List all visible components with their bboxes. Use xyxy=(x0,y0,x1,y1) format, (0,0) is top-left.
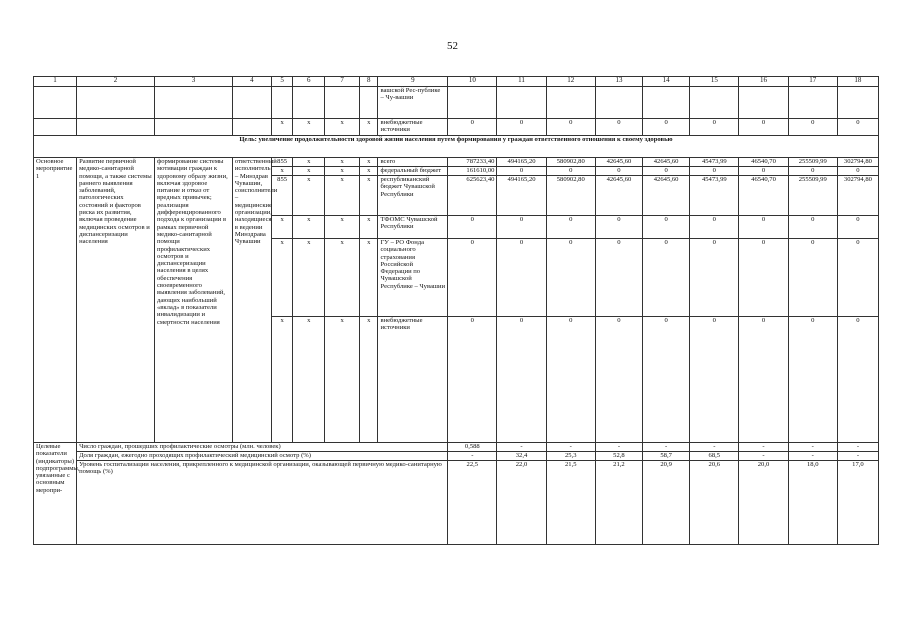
amount-cell: 255509,99 xyxy=(788,176,837,216)
column-number: 18 xyxy=(837,77,878,87)
amount-cell: 45473,99 xyxy=(690,176,739,216)
funding-source: внебюджетные источники xyxy=(378,317,448,443)
amount-cell: 0 xyxy=(448,239,497,317)
budget-code: x xyxy=(325,216,360,239)
indicator-value: - xyxy=(739,443,788,452)
amount-cell: 0 xyxy=(788,167,837,176)
indicator-value: 21,2 xyxy=(595,461,642,545)
amount-cell: 580902,80 xyxy=(546,158,595,167)
amount-cell: 787233,40 xyxy=(448,158,497,167)
amount-cell: 0 xyxy=(497,239,546,317)
budget-code: x xyxy=(360,158,378,167)
target-row xyxy=(34,452,879,461)
budget-code: x xyxy=(271,239,293,317)
amount-cell: 0 xyxy=(739,216,788,239)
empty-cell xyxy=(690,87,739,119)
budget-code: x xyxy=(325,239,360,317)
activity-name: Основное мероприятие 1 xyxy=(34,158,77,443)
budget-code: x xyxy=(360,167,378,176)
budget-code: x xyxy=(293,167,325,176)
page-number: 52 xyxy=(447,40,458,52)
column-number: 12 xyxy=(546,77,595,87)
amount-cell: 494165,20 xyxy=(497,158,546,167)
activity-description: формирование системы мотивации граждан к здоровому образу жизни, включая здоровое питание и отказ от вредных привычек; реализация дифференцированного подхода к организации в рамках первичной медико-санитарной помощи профилактических осмотров и диспансеризации населения в целях обеспечения своевременного выявления заболеваний, дающих наибольший «вклад» в показатели инвалидизации и смертности населения xyxy=(154,158,232,443)
column-number: 6 xyxy=(293,77,325,87)
amount-cell: 0 xyxy=(788,239,837,317)
amount-cell: 0 xyxy=(739,167,788,176)
amount-cell: 161610,00 xyxy=(448,167,497,176)
amount-cell: 0 xyxy=(595,317,642,443)
budget-code: x xyxy=(293,317,325,443)
amount-cell: 0 xyxy=(837,317,878,443)
budget-code: x xyxy=(271,119,293,136)
amount-cell: 0 xyxy=(690,239,739,317)
amount-cell: 0 xyxy=(448,119,497,136)
empty-cell xyxy=(497,87,546,119)
budget-code: x xyxy=(293,216,325,239)
indicator-text: Число граждан, прошедших профилактические осмотры (млн. человек) xyxy=(77,443,448,452)
amount-cell: 0 xyxy=(690,317,739,443)
indicator-value: 21,5 xyxy=(546,461,595,545)
column-number: 15 xyxy=(690,77,739,87)
empty-cell xyxy=(643,87,690,119)
indicator-value: 68,5 xyxy=(690,452,739,461)
column-number: 11 xyxy=(497,77,546,87)
amount-cell: 0 xyxy=(690,167,739,176)
indicator-value: - xyxy=(643,443,690,452)
table-row xyxy=(34,158,879,167)
empty-cell xyxy=(448,87,497,119)
column-number: 2 xyxy=(77,77,155,87)
funding-source: федеральный бюджет xyxy=(378,167,448,176)
amount-cell: 45473,99 xyxy=(690,158,739,167)
amount-cell: 42645,60 xyxy=(643,158,690,167)
indicator-value: - xyxy=(837,443,878,452)
empty-cell xyxy=(293,87,325,119)
indicator-value: 25,3 xyxy=(546,452,595,461)
financing-table xyxy=(33,76,879,545)
empty-cell xyxy=(271,87,293,119)
amount-cell: 0 xyxy=(643,216,690,239)
budget-code: x xyxy=(325,317,360,443)
amount-cell: 0 xyxy=(546,119,595,136)
empty-cell xyxy=(34,87,77,119)
empty-cell xyxy=(788,87,837,119)
amount-cell: 0 xyxy=(690,119,739,136)
column-number: 17 xyxy=(788,77,837,87)
budget-code: x xyxy=(325,119,360,136)
amount-cell: 0 xyxy=(595,216,642,239)
indicator-value: 20,9 xyxy=(643,461,690,545)
amount-cell: 0 xyxy=(497,119,546,136)
amount-cell: 494165,20 xyxy=(497,176,546,216)
empty-cell xyxy=(77,119,155,136)
empty-cell xyxy=(739,87,788,119)
empty-cell xyxy=(837,87,878,119)
amount-cell: 0 xyxy=(595,167,642,176)
activity-responsible: ответственный исполнитель – Минздрав Чувашии, соисполнители – медицинские организации, находящиеся в ведении Минздрава Чувашии xyxy=(232,158,271,443)
amount-cell: 0 xyxy=(739,239,788,317)
indicator-value: - xyxy=(837,452,878,461)
indicator-value: - xyxy=(788,443,837,452)
funding-source: ГУ – РО Фонда социального страхования Российской Федерации по Чувашской Республике – Чувашии xyxy=(378,239,448,317)
empty-cell xyxy=(154,87,232,119)
indicator-text: Уровень госпитализации населения, прикрепленного к медицинской организации, оказывающей первичную медико-санитарную помощь (%) xyxy=(77,461,448,545)
amount-cell: 42645,60 xyxy=(643,176,690,216)
indicator-value: 32,4 xyxy=(497,452,546,461)
amount-cell: 302794,80 xyxy=(837,176,878,216)
budget-code: x xyxy=(325,176,360,216)
indicator-value: 58,7 xyxy=(643,452,690,461)
column-number: 5 xyxy=(271,77,293,87)
amount-cell: 0 xyxy=(497,317,546,443)
empty-cell xyxy=(595,87,642,119)
amount-cell: 46540,70 xyxy=(739,176,788,216)
indicator-value: 18,0 xyxy=(788,461,837,545)
amount-cell: 0 xyxy=(690,216,739,239)
empty-cell xyxy=(360,87,378,119)
target-row xyxy=(34,461,879,545)
amount-cell: 0 xyxy=(837,239,878,317)
budget-code: x xyxy=(360,216,378,239)
indicator-value: 22,0 xyxy=(497,461,546,545)
target-row xyxy=(34,443,879,452)
column-number: 4 xyxy=(232,77,271,87)
targets-label: Целевые показатели (индикаторы) подпрограммы, увязанные с основным меропри- xyxy=(34,443,77,545)
funding-source: ТФОМС Чувашской Республики xyxy=(378,216,448,239)
amount-cell: 0 xyxy=(739,317,788,443)
amount-cell: 0 xyxy=(448,317,497,443)
funding-source: внебюджетные источники xyxy=(378,119,448,136)
budget-code: x xyxy=(271,167,293,176)
column-number: 9 xyxy=(378,77,448,87)
indicator-value: - xyxy=(448,452,497,461)
indicator-value: 52,8 xyxy=(595,452,642,461)
activity-title: Развитие первичной медико-санитарной помощи, а также системы раннего выявления заболеваний, патологических состояний и факторов риска их развития, включая проведение медицинских осмотров и диспансеризации населения xyxy=(77,158,155,443)
amount-cell: 0 xyxy=(497,216,546,239)
funding-source: вашской Рес-публике – Чу-вашии xyxy=(378,87,448,119)
budget-code: x xyxy=(325,158,360,167)
table-row xyxy=(34,87,879,119)
amount-cell: 0 xyxy=(546,167,595,176)
table-row xyxy=(34,119,879,136)
indicator-value: 0,588 xyxy=(448,443,497,452)
indicator-value: 20,0 xyxy=(739,461,788,545)
amount-cell: 0 xyxy=(448,216,497,239)
amount-cell: 0 xyxy=(546,239,595,317)
empty-cell xyxy=(77,87,155,119)
column-number: 10 xyxy=(448,77,497,87)
amount-cell: 0 xyxy=(739,119,788,136)
amount-cell: 0 xyxy=(546,317,595,443)
amount-cell: 0 xyxy=(643,239,690,317)
amount-cell: 0 xyxy=(595,119,642,136)
budget-code: x xyxy=(293,119,325,136)
indicator-value: - xyxy=(497,443,546,452)
amount-cell: 42645,60 xyxy=(595,176,642,216)
empty-cell xyxy=(546,87,595,119)
indicator-value: 20,6 xyxy=(690,461,739,545)
goal-row xyxy=(34,136,879,158)
budget-code: x xyxy=(293,158,325,167)
budget-code: x xyxy=(360,317,378,443)
empty-cell xyxy=(325,87,360,119)
budget-code: x xyxy=(360,119,378,136)
budget-code: x xyxy=(271,317,293,443)
indicator-value: - xyxy=(690,443,739,452)
empty-cell xyxy=(34,119,77,136)
amount-cell: 0 xyxy=(788,216,837,239)
empty-cell xyxy=(154,119,232,136)
column-number: 13 xyxy=(595,77,642,87)
empty-cell xyxy=(232,87,271,119)
amount-cell: 625623,40 xyxy=(448,176,497,216)
budget-code: x xyxy=(293,176,325,216)
amount-cell: 0 xyxy=(837,167,878,176)
indicator-value: - xyxy=(595,443,642,452)
indicator-value: - xyxy=(546,443,595,452)
column-number: 1 xyxy=(34,77,77,87)
budget-code: x xyxy=(360,239,378,317)
amount-cell: 42645,60 xyxy=(595,158,642,167)
column-number: 14 xyxy=(643,77,690,87)
amount-cell: 0 xyxy=(643,167,690,176)
amount-cell: 0 xyxy=(497,167,546,176)
amount-cell: 0 xyxy=(788,317,837,443)
amount-cell: 0 xyxy=(643,119,690,136)
amount-cell: 255509,99 xyxy=(788,158,837,167)
budget-code: x xyxy=(325,167,360,176)
column-number: 3 xyxy=(154,77,232,87)
amount-cell: 0 xyxy=(837,216,878,239)
empty-cell xyxy=(232,119,271,136)
budget-code: x xyxy=(360,176,378,216)
amount-cell: 0 xyxy=(643,317,690,443)
indicator-value: - xyxy=(739,452,788,461)
indicator-value: - xyxy=(788,452,837,461)
budget-code: 855 xyxy=(271,176,293,216)
funding-source: всего xyxy=(378,158,448,167)
budget-code: x xyxy=(271,216,293,239)
column-number: 8 xyxy=(360,77,378,87)
amount-cell: 46540,70 xyxy=(739,158,788,167)
indicator-value: 17,0 xyxy=(837,461,878,545)
column-number: 16 xyxy=(739,77,788,87)
amount-cell: 0 xyxy=(837,119,878,136)
indicator-text: Доля граждан, ежегодно проходящих профилактический медицинский осмотр (%) xyxy=(77,452,448,461)
budget-code: 855 xyxy=(271,158,293,167)
amount-cell: 0 xyxy=(788,119,837,136)
amount-cell: 0 xyxy=(546,216,595,239)
goal-text: Цель: увеличение продолжительности здоровой жизни населения путем формирования у граждан ответственного отношения к своему здоровью xyxy=(34,136,879,158)
funding-source: республиканский бюджет Чувашской Республики xyxy=(378,176,448,216)
budget-code: x xyxy=(293,239,325,317)
amount-cell: 302794,80 xyxy=(837,158,878,167)
column-number: 7 xyxy=(325,77,360,87)
column-number-row xyxy=(34,77,879,87)
amount-cell: 0 xyxy=(595,239,642,317)
amount-cell: 580902,80 xyxy=(546,176,595,216)
indicator-value: 22,5 xyxy=(448,461,497,545)
